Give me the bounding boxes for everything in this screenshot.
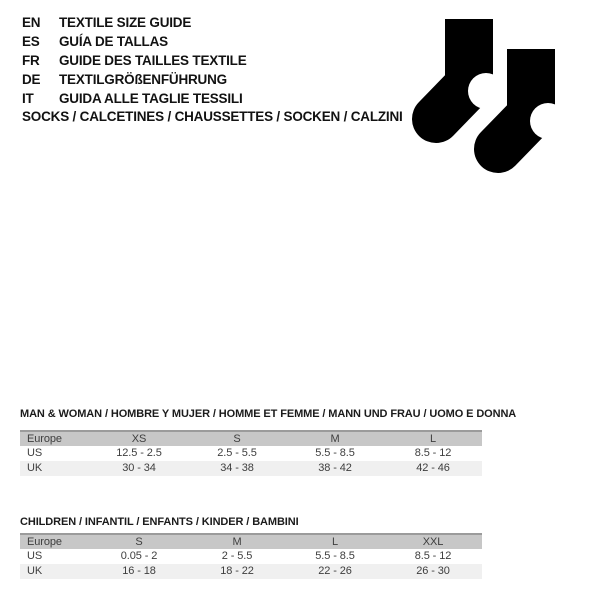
- language-code: ES: [22, 34, 40, 49]
- row-label: UK: [27, 462, 43, 474]
- sock-left-icon: [436, 19, 504, 119]
- size-cell: 26 - 30: [416, 565, 450, 577]
- socks-icon: [405, 10, 565, 180]
- language-row: [22, 70, 247, 89]
- size-cell: 34 - 38: [220, 462, 254, 474]
- column-header: XXL: [384, 534, 482, 549]
- size-cell: 22 - 26: [318, 565, 352, 577]
- size-cell: 16 - 18: [122, 565, 156, 577]
- header-row: [20, 431, 482, 446]
- language-row: [22, 32, 247, 51]
- size-table-adults: [20, 430, 482, 476]
- column-header: Europe: [20, 534, 90, 549]
- size-cell: 2.5 - 5.5: [217, 447, 257, 459]
- language-label: GUIDA ALLE TAGLIE TESSILI: [59, 91, 243, 106]
- table-row: [20, 564, 482, 579]
- column-header: M: [286, 431, 384, 446]
- language-code: DE: [22, 72, 41, 87]
- size-cell: 0.05 - 2: [120, 550, 158, 562]
- column-header: XS: [90, 431, 188, 446]
- children-size-section: [20, 515, 482, 579]
- column-header: S: [90, 534, 188, 549]
- row-label: US: [27, 550, 43, 562]
- size-cell: 18 - 22: [220, 565, 254, 577]
- category-line: SOCKS / CALCETINES / CHAUSSETTES / SOCKEN / CALZINI: [22, 109, 403, 124]
- size-cell: 8.5 - 12: [414, 550, 452, 562]
- language-row: [22, 51, 247, 70]
- size-cell: 38 - 42: [318, 462, 352, 474]
- size-cell: 42 - 46: [416, 462, 450, 474]
- column-header: S: [188, 431, 286, 446]
- size-table-children: [20, 533, 482, 579]
- language-label: GUIDE DES TAILLES TEXTILE: [59, 53, 247, 68]
- adults-table-title: MAN & WOMAN / HOMBRE Y MUJER / HOMME ET FEMME / MANN UND FRAU / UOMO E DONNA: [20, 408, 517, 420]
- size-cell: 2 - 5.5: [221, 550, 253, 562]
- size-cell: 5.5 - 8.5: [315, 447, 355, 459]
- language-code: IT: [22, 91, 34, 106]
- table-row: [20, 549, 482, 564]
- language-code: EN: [22, 15, 41, 30]
- size-cell: 5.5 - 8.5: [315, 550, 355, 562]
- column-header: L: [384, 431, 482, 446]
- size-cell: 12.5 - 2.5: [116, 447, 162, 459]
- column-header: L: [286, 534, 384, 549]
- size-cell: 30 - 34: [122, 462, 156, 474]
- row-label: US: [27, 447, 43, 459]
- language-label: TEXTILE SIZE GUIDE: [59, 15, 192, 30]
- size-cell: 8.5 - 12: [414, 447, 452, 459]
- adults-size-section: [20, 407, 517, 476]
- column-header: M: [188, 534, 286, 549]
- header-row: [20, 534, 482, 549]
- table-row: [20, 461, 482, 476]
- language-code: FR: [22, 53, 40, 68]
- language-list: [22, 13, 247, 108]
- table-row: [20, 446, 482, 461]
- children-table-title: CHILDREN / INFANTIL / ENFANTS / KINDER / BAMBINI: [20, 516, 299, 528]
- row-label: UK: [27, 565, 43, 577]
- language-row: [22, 13, 247, 32]
- sock-right-icon: [498, 49, 565, 149]
- language-label: GUÍA DE TALLAS: [59, 34, 168, 49]
- language-row: [22, 89, 247, 108]
- column-header: Europe: [20, 431, 90, 446]
- language-label: TEXTILGRÖßENFÜHRUNG: [59, 72, 227, 87]
